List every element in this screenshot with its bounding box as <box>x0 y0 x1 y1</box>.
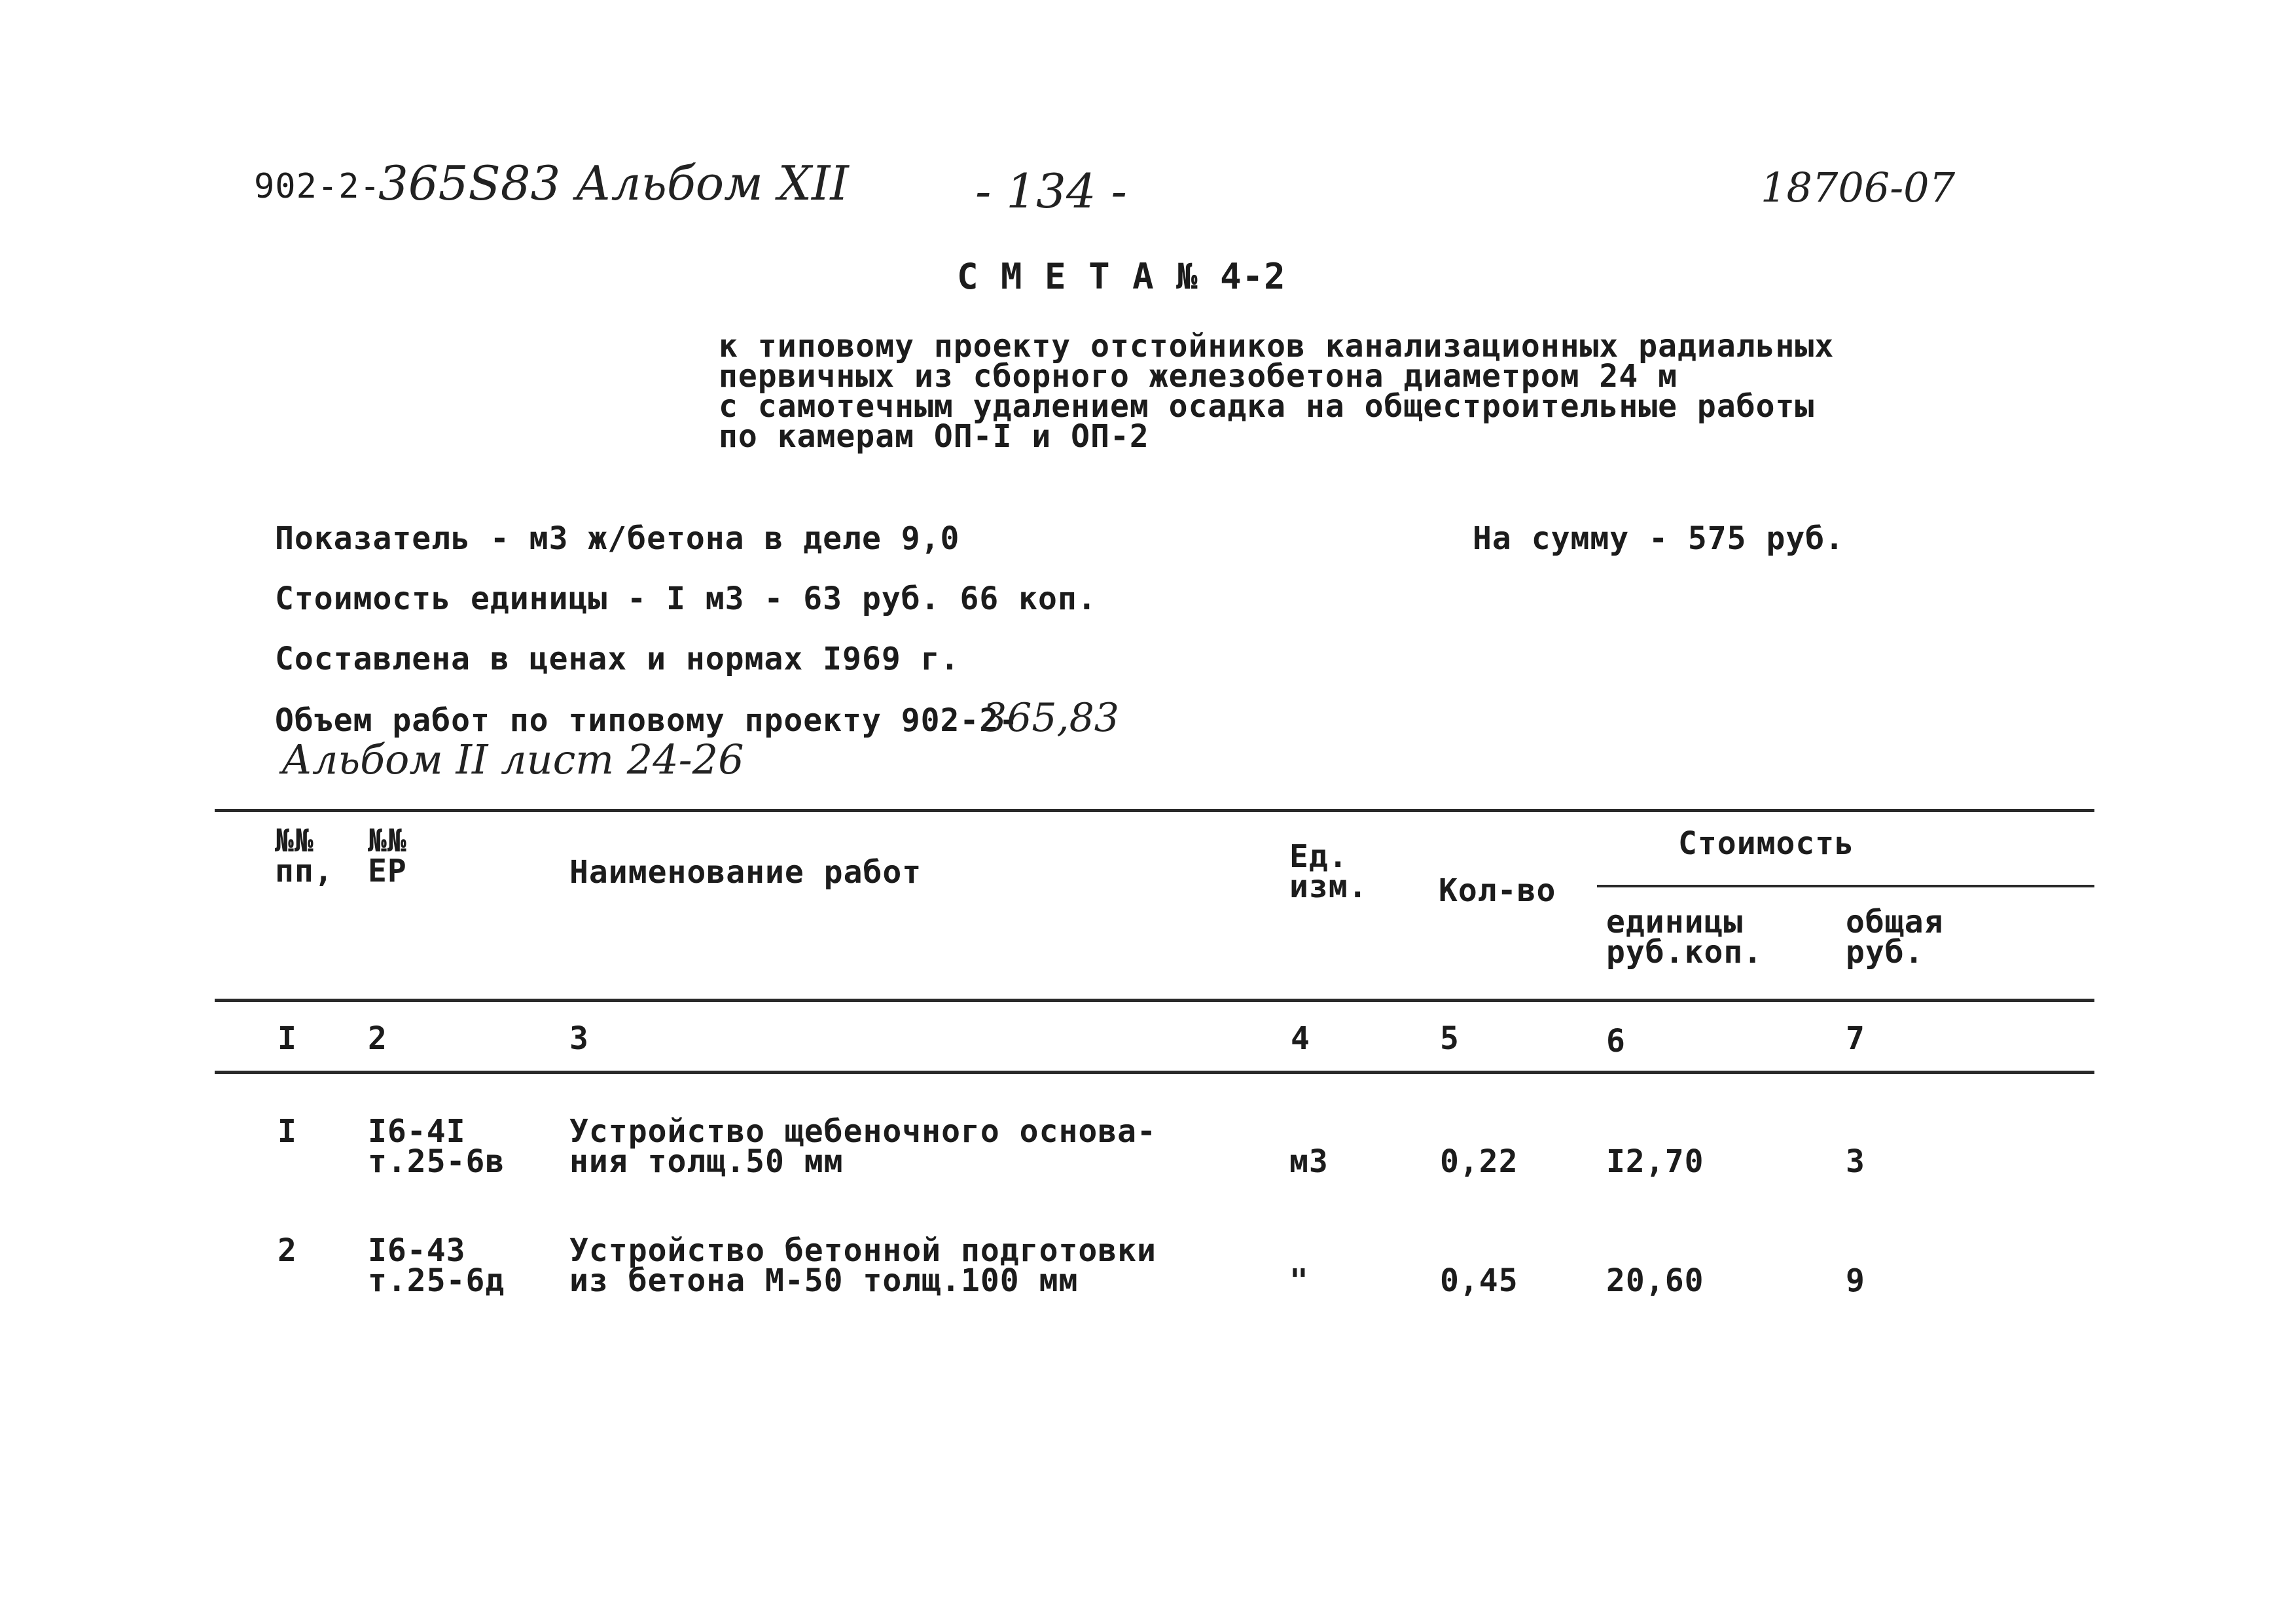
volume-line: Объем работ по типовому проекту 902-2- <box>275 702 1019 739</box>
table-top-rule <box>215 809 2094 812</box>
header-cost-unit-line2: руб.коп. <box>1606 934 1763 971</box>
row-er-line2: т.25-6в <box>368 1143 505 1180</box>
header-cost-unit-line1: единицы <box>1606 904 1744 940</box>
row-unit: м3 <box>1289 1143 1329 1180</box>
prices-year-line: Составлена в ценах и нормах I969 г. <box>275 641 960 677</box>
unit-cost-line: Стоимость единицы - I м3 - 63 руб. 66 коп. <box>275 580 1097 617</box>
header-unit <box>1289 838 1368 905</box>
volume-handwritten-code: 365,83 <box>982 695 1119 741</box>
header-er-line1: №№ <box>368 823 407 859</box>
row-work-name-line2: из бетона М-50 толщ.100 мм <box>569 1262 1079 1299</box>
total-sum: На сумму - 575 руб. <box>1473 520 1845 557</box>
indicator-line: Показатель - м3 ж/бетона в деле 9,0 <box>275 520 960 557</box>
row-work-name-line2: ния толщ.50 мм <box>569 1143 844 1180</box>
subtitle-line: с самотечным удалением осадка на общестроительные работы <box>719 388 1815 425</box>
header-bottom-rule <box>215 999 2094 1002</box>
header-cost-group: Стоимость <box>1678 825 1855 862</box>
header-cost-total-line1: общая <box>1846 904 1944 940</box>
row-work-name <box>569 1113 1157 1180</box>
inventory-number: 18706-07 <box>1761 164 1956 211</box>
row-work-name-line1: Устройство щебеночного основа- <box>569 1113 1157 1150</box>
cost-group-rule <box>1597 885 2094 887</box>
column-number: I <box>278 1020 297 1057</box>
column-number: 5 <box>1440 1020 1460 1057</box>
row-total: 3 <box>1846 1143 1865 1180</box>
row-er <box>368 1232 505 1299</box>
column-number: 4 <box>1291 1020 1310 1057</box>
column-number: 2 <box>368 1020 387 1057</box>
header-name: Наименование работ <box>569 854 922 891</box>
subtitle-line: к типовому проекту отстойников канализационных радиальных <box>719 328 1835 365</box>
row-unit-cost: 20,60 <box>1606 1262 1704 1299</box>
row-er-line1: I6-43 <box>368 1232 466 1269</box>
row-num: I <box>278 1113 297 1150</box>
header-cost-total <box>1846 904 1944 971</box>
row-qty: 0,45 <box>1440 1262 1518 1299</box>
volume-handwritten-ref: Альбом II лист 24-26 <box>281 736 744 783</box>
row-unit-cost: I2,70 <box>1606 1143 1704 1180</box>
header-unit-line1: Ед. <box>1289 838 1348 875</box>
project-code-handwritten: 365S83 Альбом XII <box>378 156 849 211</box>
column-numbers-rule <box>215 1071 2094 1074</box>
row-er-line2: т.25-6д <box>368 1262 505 1299</box>
row-num: 2 <box>278 1232 297 1269</box>
row-er-line1: I6-4I <box>368 1113 466 1150</box>
row-qty: 0,22 <box>1440 1143 1518 1180</box>
row-total: 9 <box>1846 1262 1865 1299</box>
subtitle-line: по камерам ОП-I и ОП-2 <box>719 418 1149 455</box>
project-code-printed: 902-2- <box>254 167 381 206</box>
column-number: 7 <box>1846 1020 1865 1057</box>
header-er-line2: ЕР <box>368 853 407 889</box>
column-number: 6 <box>1606 1023 1626 1060</box>
row-work-name-line1: Устройство бетонной подготовки <box>569 1232 1157 1269</box>
header-cost-unit <box>1606 904 1763 971</box>
document-title: С М Е Т А № 4-2 <box>957 256 1286 297</box>
column-number: 3 <box>569 1020 589 1057</box>
header-cost-total-line2: руб. <box>1846 934 1924 971</box>
row-er <box>368 1113 505 1180</box>
row-work-name <box>569 1232 1157 1299</box>
subtitle-line: первичных из сборного железобетона диаметром 24 м <box>719 358 1678 395</box>
header-er <box>368 823 407 889</box>
document-subtitle <box>719 328 1835 455</box>
header-unit-line2: изм. <box>1289 868 1368 905</box>
page-number: - 134 - <box>975 164 1127 219</box>
row-unit: " <box>1289 1262 1309 1299</box>
header-num-line2: пп, <box>275 853 334 889</box>
header-num <box>275 823 334 889</box>
header-num-line1: №№ <box>275 823 314 859</box>
header-qty: Кол-во <box>1439 872 1556 909</box>
